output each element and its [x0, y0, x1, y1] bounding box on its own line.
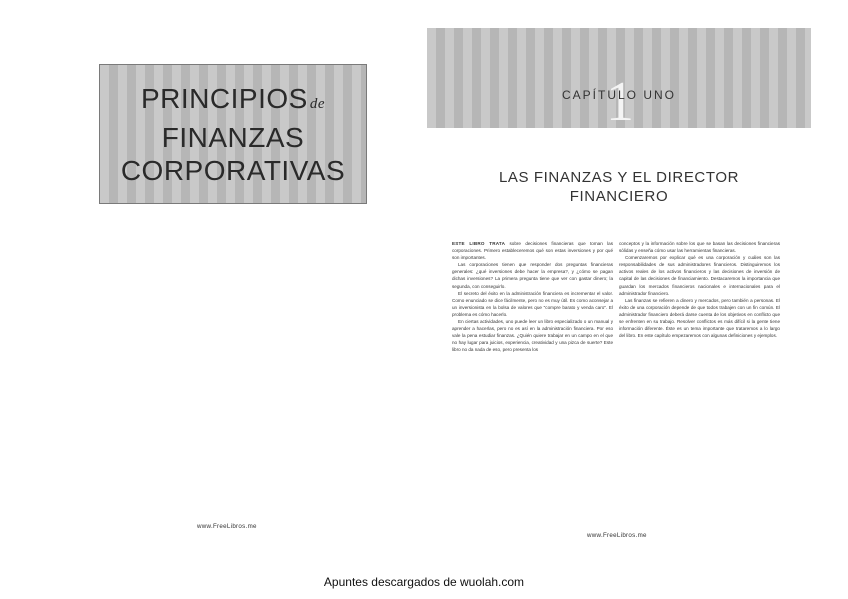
- title-finanzas: FINANZAS: [161, 121, 305, 153]
- lead-in: ESTE LIBRO TRATA: [452, 241, 506, 246]
- paragraph: Las finanzas se refieren a dinero y mercados, pero también a personas. El éxito de una corporación depende de que todos trabajen con un fin común. El administrador financiero deberá darse cuenta de los objetivos en conflicto que se enfrenten en su trabajo. Resolver conflictos es más difícil si la gente tiene información diferente. Éste es un tema importante que trataremos a lo largo del libro. En este capítulo empezaremos con algunas definiciones y ejemplos.: [619, 297, 780, 339]
- download-note: Apuntes descargados de wuolah.com: [323, 575, 525, 589]
- chapter-number: 1: [606, 71, 634, 133]
- chapter-title: [427, 168, 811, 206]
- title-principios: PRINCIPIOS: [141, 82, 308, 114]
- footer-link-left[interactable]: www.FreeLibros.me: [197, 523, 257, 530]
- paragraph: En ciertas actividades, uno puede leer un libro especializado o un manual y aprender a hacerlas, pero no es así en la administración financiera. Por eso vale la pena estudiar finanzas. ¿Quién quiere trabajar en un campo en el que no hay lugar para juicios, experiencia, creatividad y una pizca de suerte? Este libro no da nada de eso, pero presenta los: [452, 319, 613, 353]
- paragraph: conceptos y la información sobre los que se basan las decisiones financieras sólidas y enseña cómo usar las herramientas financieras.: [619, 241, 780, 254]
- chapter-title-line1: LAS FINANZAS Y EL DIRECTOR: [498, 169, 740, 186]
- footer-link-right[interactable]: www.FreeLibros.me: [587, 532, 647, 539]
- title-de: de: [309, 95, 325, 112]
- title-corporativas: CORPORATIVAS: [120, 154, 346, 186]
- chapter-title-line2: FINANCIERO: [569, 188, 669, 205]
- body-column-left: [452, 240, 613, 354]
- paragraph: Comenzaremos por explicar qué es una corporación y cuáles son las responsabilidades de sus administradores financieros. Distinguiremos los activos reales de los activos financieros y las decisiones de inversión de capital de las decisiones de financiamiento. Destacaremos la importancia que guardan los mercados financieros nacionales e internacionales para el administrador financiero.: [619, 255, 780, 296]
- paragraph: ESTE LIBRO TRATA sobre decisiones financieras que toman las corporaciones. Primero estableceremos qué son estas inversiones y por qué son importantes.: [452, 241, 613, 261]
- chapter-banner: [427, 28, 811, 133]
- paragraph: El secreto del éxito en la administración financiera es incrementar el valor. Como enunciado se dice fácilmente, pero no es muy útil. Es como aconsejar a un inversionista en la bolsa de valores que "compre barato y venda caro". El problema es cómo hacerlo.: [452, 290, 613, 317]
- book-title-box: [99, 64, 367, 204]
- body-column-right: [619, 240, 780, 339]
- chapter-label: CAPÍTULO UNO: [561, 88, 676, 102]
- paragraph: Las corporaciones tienen que responder dos preguntas financieras generales: ¿qué inversiones debe hacer la empresa?, y ¿cómo se pagan dichas inversiones? La primera pregunta tiene que ver con gastar dinero; la segunda, con conseguirlo.: [452, 262, 613, 289]
